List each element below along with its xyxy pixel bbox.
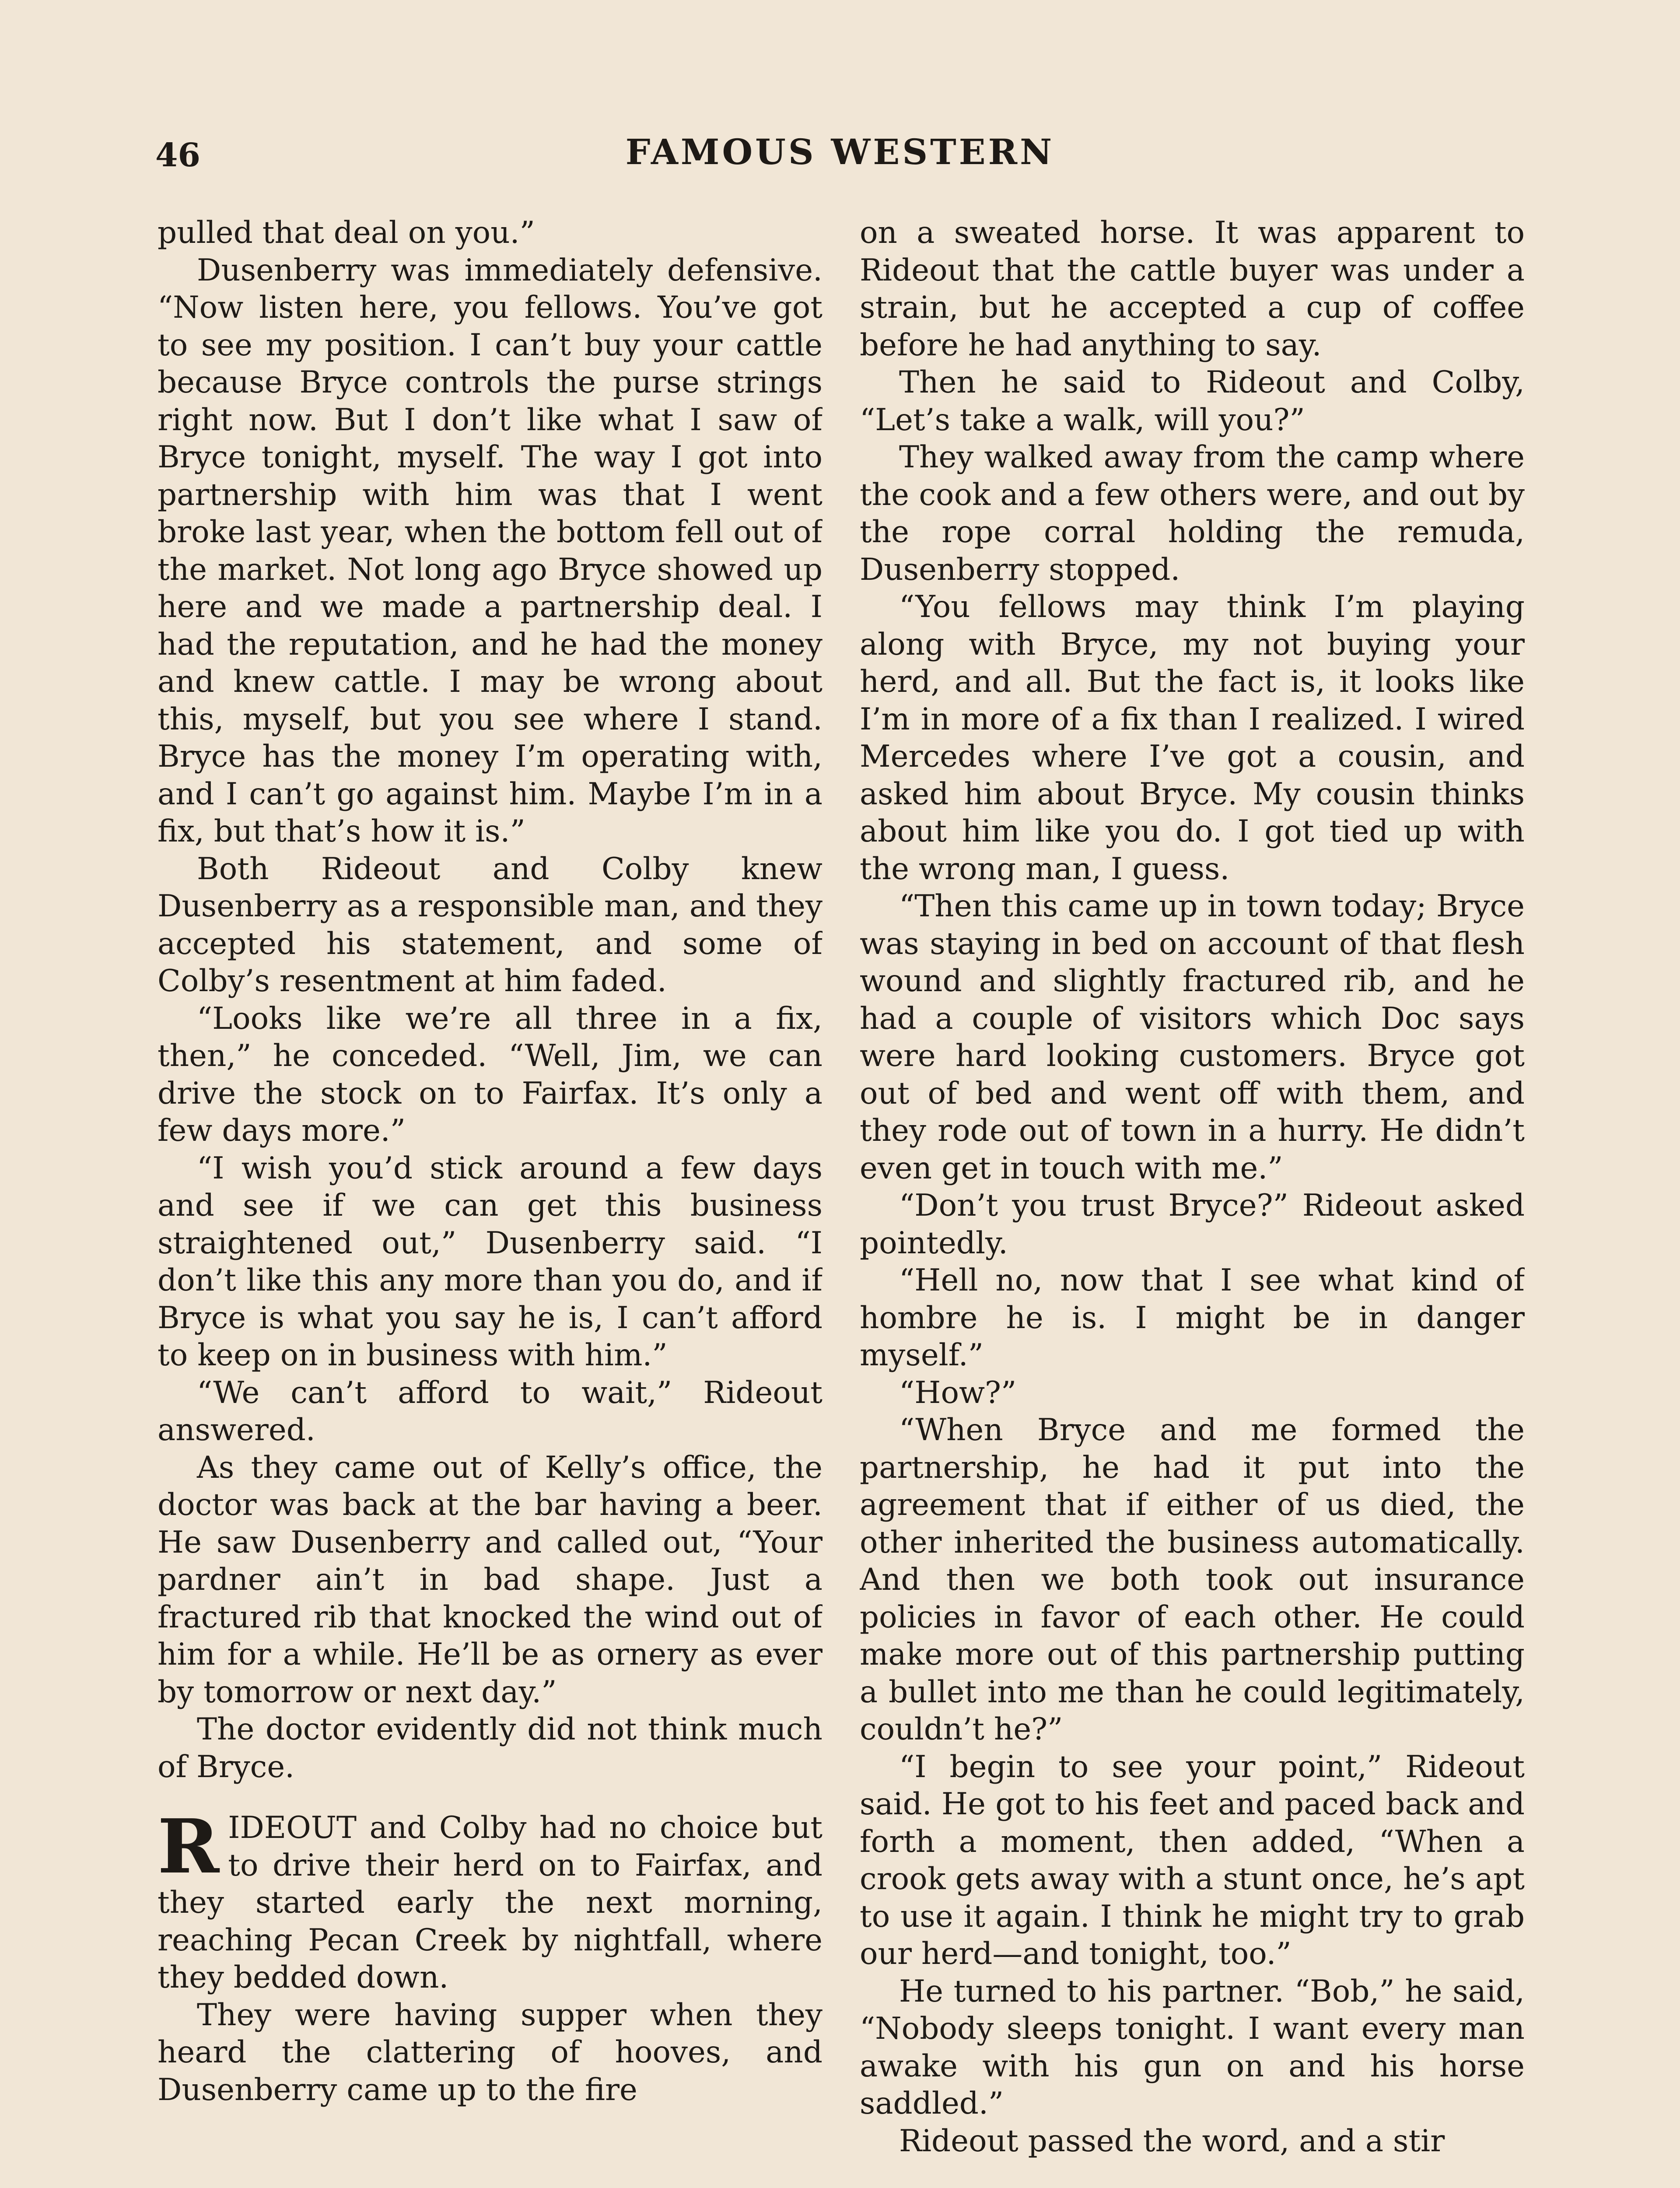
paragraph: “Hell no, now that I see what kind of hombre he is. I might be in danger myself.” — [860, 1263, 1525, 1373]
section-opening-paragraph — [158, 1803, 822, 1997]
running-title: FAMOUS WESTERN — [625, 131, 1055, 172]
paragraph: “You fellows may think I’m playing along with Bryce, my not buying your herd, and all. But the fact is, it looks like I’m in more of a fix than I realized. I wired Mercedes where I’ve got a cousin, and asked him about Bryce. My cousin thinks about him like you do. I got tied up with the wrong man, I guess. — [860, 589, 1525, 887]
paragraph: He turned to his partner. “Bob,” he said, “Nobody sleeps tonight. I want every man awake with his gun on and his horse saddled.” — [860, 1974, 1525, 2121]
paragraph: “Then this came up in town today; Bryce was staying in bed on account of that flesh wound and slightly fractured rib, and he had a couple of visitors which Doc says were hard looking customers. Bryce got out of bed and went off with them, and they rode out of town in a hurry. He didn’t even get in touch with me.” — [860, 889, 1525, 1186]
left-column — [158, 214, 822, 2188]
opening-word: IDEOUT — [228, 1810, 357, 1845]
paragraph: Rideout passed the word, and a stir — [899, 2123, 1445, 2159]
paragraph: As they came out of Kelly’s office, the doctor was back at the bar having a beer. He saw Dusenberry and called out, “Your pardner ain’t in bad shape. Just a fractured rib that knocked the wind out of him for a while. He’ll be as ornery as ever by tomorrow or next day.” — [158, 1450, 822, 1710]
paragraph: They walked away from the camp where the cook and a few others were, and out by the rope corral holding the remuda, Dusenberry stopped. — [860, 440, 1525, 587]
paragraph: The doctor evidently did not think much of Bryce. — [158, 1712, 822, 1785]
paragraph: “I wish you’d stick around a few days and see if we can get this business straightened out,” Dusenberry said. “I don’t like this any more than you do, and if Bryce is what you say he is, I can’t afford to keep on in business with him.” — [158, 1150, 822, 1373]
paragraph: pulled that deal on you.” — [158, 215, 535, 250]
paragraph: “When Bryce and me formed the partnership, he had it put into the agreement that if either of us died, the other inherited the business automatically. And then we both took out insurance policies in favor of each other. He could make more out of this partnership putting a bullet into me than he could legitimately, couldn’t he?” — [860, 1413, 1525, 1747]
drop-cap: R — [158, 1803, 220, 1890]
paragraph: “Looks like we’re all three in a fix, then,” he conceded. “Well, Jim, we can drive the stock on to Fairfax. It’s only a few days more.” — [158, 1001, 822, 1148]
opening-text: and Colby had no choice but to drive their herd on to Fairfax, and they started early the next morning, reaching Pecan Creek by nightfall, where they bedded down. — [158, 1810, 822, 1995]
paragraph: They were having supper when they heard the clattering of hooves, and Dusenberry came up to the fire — [158, 1997, 822, 2107]
paragraph: “Don’t you trust Bryce?” Rideout asked pointedly. — [860, 1188, 1525, 1261]
paragraph: Then he said to Rideout and Colby, “Let’s take a walk, will you?” — [860, 365, 1525, 438]
paragraph: Both Rideout and Colby knew Dusenberry as a responsible man, and they accepted his statement, and some of Colby’s resentment at him faded. — [158, 851, 822, 999]
right-column — [860, 214, 1525, 2188]
paragraph: “We can’t afford to wait,” Rideout answered. — [158, 1375, 822, 1448]
paragraph: “How?” — [899, 1375, 1017, 1410]
page-number: 46 — [155, 137, 200, 174]
paragraph: “I begin to see your point,” Rideout said. He got to his feet and paced back and forth a moment, then added, “When a crook gets away with a stunt once, he’s apt to use it again. I think he might try to grab our herd—and tonight, too.” — [860, 1749, 1525, 1971]
paragraph: Dusenberry was immediately defensive. “Now listen here, you fellows. You’ve got to see my position. I can’t buy your cattle because Bryce controls the purse strings right now. But I don’t like what I saw of Bryce tonight, myself. The way I got into partnership with him was that I went broke last year, when the bottom fell out of the market. Not long ago Bryce showed up here and we made a partnership deal. I had the reputation, and he had the money and knew cattle. I may be wrong about this, myself, but you see where I stand. Bryce has the money I’m operating with, and I can’t go against him. Maybe I’m in a fix, but that’s how it is.” — [158, 252, 822, 849]
paragraph: on a sweated horse. It was apparent to Rideout that the cattle buyer was under a strain, but he accepted a cup of coffee before he had anything to say. — [860, 215, 1525, 363]
